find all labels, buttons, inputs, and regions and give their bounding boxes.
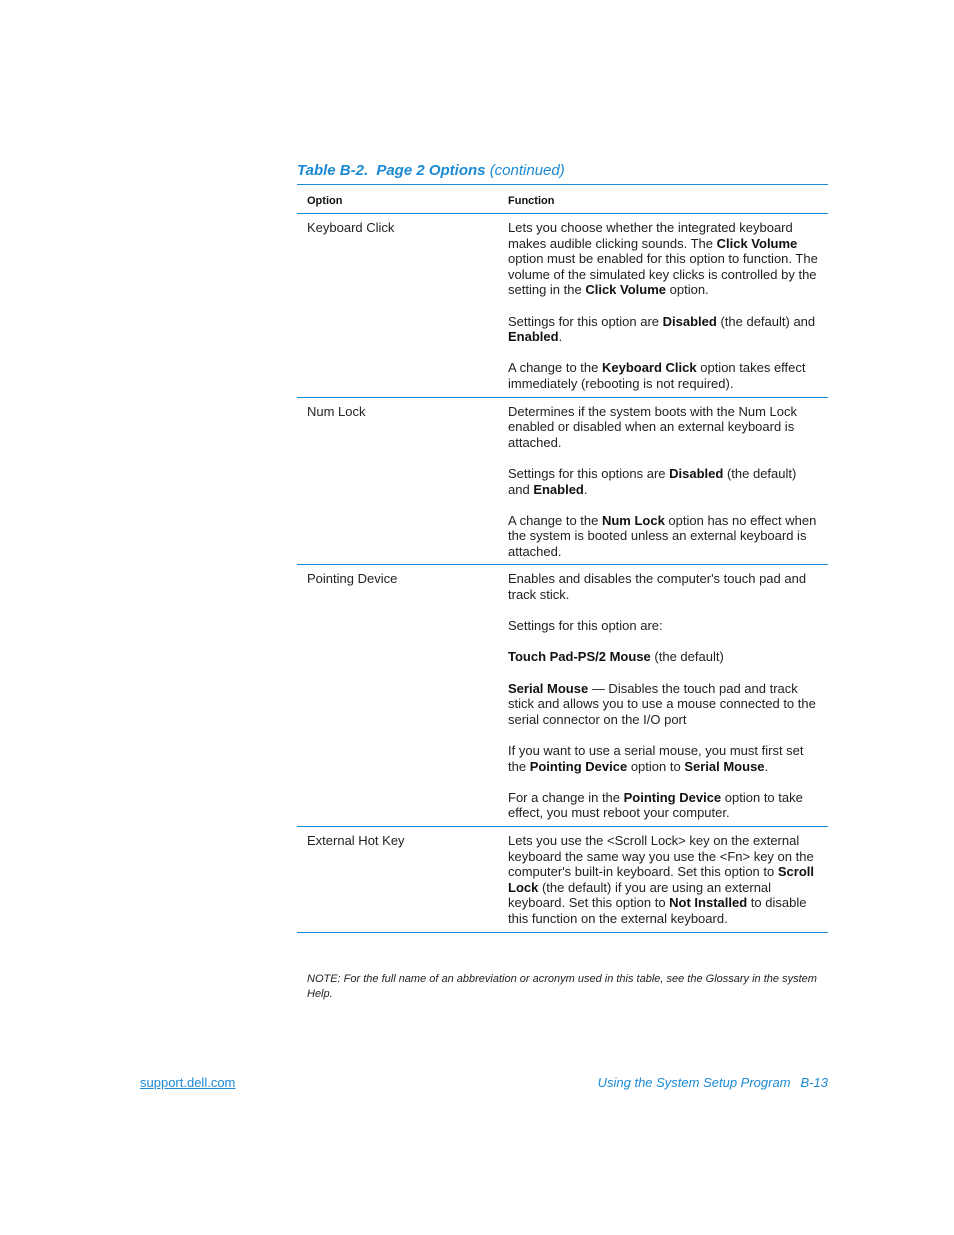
function-paragraph (508, 220, 818, 298)
table-row (297, 565, 828, 827)
text-segment: Settings for this options are (508, 465, 670, 481)
text-segment: . (764, 758, 769, 774)
option-name: Num Lock (297, 397, 498, 565)
table-note: NOTE: For the full name of an abbreviation or acronym used in this table, see the Glossary in the system Help. (307, 973, 817, 1000)
text-segment: Lets you choose whether the integrated keyboard makes audible clicking sounds. The (508, 220, 793, 251)
text-segment: option takes effect immediately (rebooting is not required). (508, 360, 806, 391)
function-paragraph (508, 571, 818, 602)
function-paragraph (508, 790, 818, 821)
function-paragraph (508, 466, 818, 497)
text-segment: If you want to use a serial mouse, you must first set the (508, 743, 804, 774)
function-paragraph (508, 649, 818, 665)
table-header-row (297, 188, 828, 214)
text-segment: option must be enabled for this option to function. The volume of the simulated key clicks is controlled by the setting in the (508, 251, 818, 298)
function-paragraph (508, 681, 818, 728)
function-paragraph (508, 743, 818, 774)
setting-name: Num Lock (601, 512, 665, 528)
text-segment: (the default) and (508, 465, 797, 497)
function-paragraph (508, 513, 818, 560)
text-segment: option. (666, 282, 709, 298)
table-caption-suffix: (continued) (489, 162, 565, 179)
setting-name: Enabled (508, 329, 559, 345)
table-row (297, 826, 828, 932)
table-row (297, 397, 828, 565)
function-paragraph (508, 314, 818, 345)
setting-name: Serial Mouse (684, 758, 765, 774)
column-header-option: Option (297, 188, 498, 214)
setting-name: Touch Pad-PS/2 Mouse (508, 649, 651, 665)
option-function (498, 397, 828, 565)
setting-name: Serial Mouse (508, 680, 589, 696)
table-caption (297, 162, 828, 185)
setting-name: Click Volume (716, 235, 798, 251)
text-segment: . (583, 481, 588, 497)
setting-name: Disabled (662, 313, 717, 329)
text-segment: (the default) if you are using an external keyboard. Set this option to (508, 879, 772, 911)
text-segment: (the default) (650, 649, 724, 665)
text-segment: to disable this function on the external keyboard. (508, 895, 807, 926)
function-paragraph (508, 404, 818, 451)
setting-name: Click Volume (585, 282, 667, 298)
text-segment: option has no effect when the system is booted unless an external keyboard is attached. (508, 512, 817, 559)
setting-name: Not Installed (669, 895, 748, 911)
text-segment: (the default) and (716, 313, 816, 329)
table-caption-title: Page 2 Options (376, 162, 486, 179)
text-segment: . (558, 329, 563, 345)
text-segment: A change to the (508, 512, 602, 528)
table-body (297, 214, 828, 933)
function-paragraph (508, 833, 818, 927)
option-name: Pointing Device (297, 565, 498, 827)
text-segment: Lets you use the <Scroll Lock> key on the external keyboard the same way you use the <Fn> key on the computer's built-in keyboard. Set this option to (508, 832, 814, 880)
option-function (498, 826, 828, 932)
text-segment: option to (627, 758, 685, 774)
setting-name: Scroll Lock (508, 864, 814, 895)
footer-section-title: Using the System Setup Program (597, 1075, 791, 1090)
table-caption-label: Table B-2. (297, 162, 369, 179)
setting-name: Enabled (533, 481, 584, 497)
support-link[interactable]: support.dell.com (140, 1075, 236, 1090)
option-name: External Hot Key (297, 826, 498, 932)
setting-name: Pointing Device (623, 789, 722, 805)
option-function (498, 565, 828, 827)
function-paragraph (508, 618, 818, 634)
option-function (498, 214, 828, 398)
setting-name: Keyboard Click (601, 360, 697, 376)
text-segment: For a change in the (508, 789, 624, 805)
page-number: B-13 (800, 1075, 828, 1090)
text-segment: option to take effect, you must reboot your computer. (508, 789, 803, 821)
table-row (297, 214, 828, 398)
setting-name: Pointing Device (529, 758, 628, 774)
text-segment: Settings for this option are: (508, 618, 663, 634)
text-segment: — Disables the touch pad and track stick and allows you to use a mouse connected to the serial connector on the I/O port (508, 680, 816, 727)
page-footer (598, 1075, 828, 1090)
option-name: Keyboard Click (297, 214, 498, 398)
function-paragraph (508, 360, 818, 391)
text-segment: A change to the (508, 360, 602, 376)
setting-name: Disabled (669, 465, 724, 481)
text-segment: Enables and disables the computer's touch pad and track stick. (508, 571, 807, 603)
text-segment: Determines if the system boots with the Num Lock enabled or disabled when an external keyboard is attached. (508, 403, 798, 450)
text-segment: Settings for this option are (508, 313, 663, 329)
column-header-function: Function (498, 188, 828, 214)
options-table (297, 188, 828, 933)
